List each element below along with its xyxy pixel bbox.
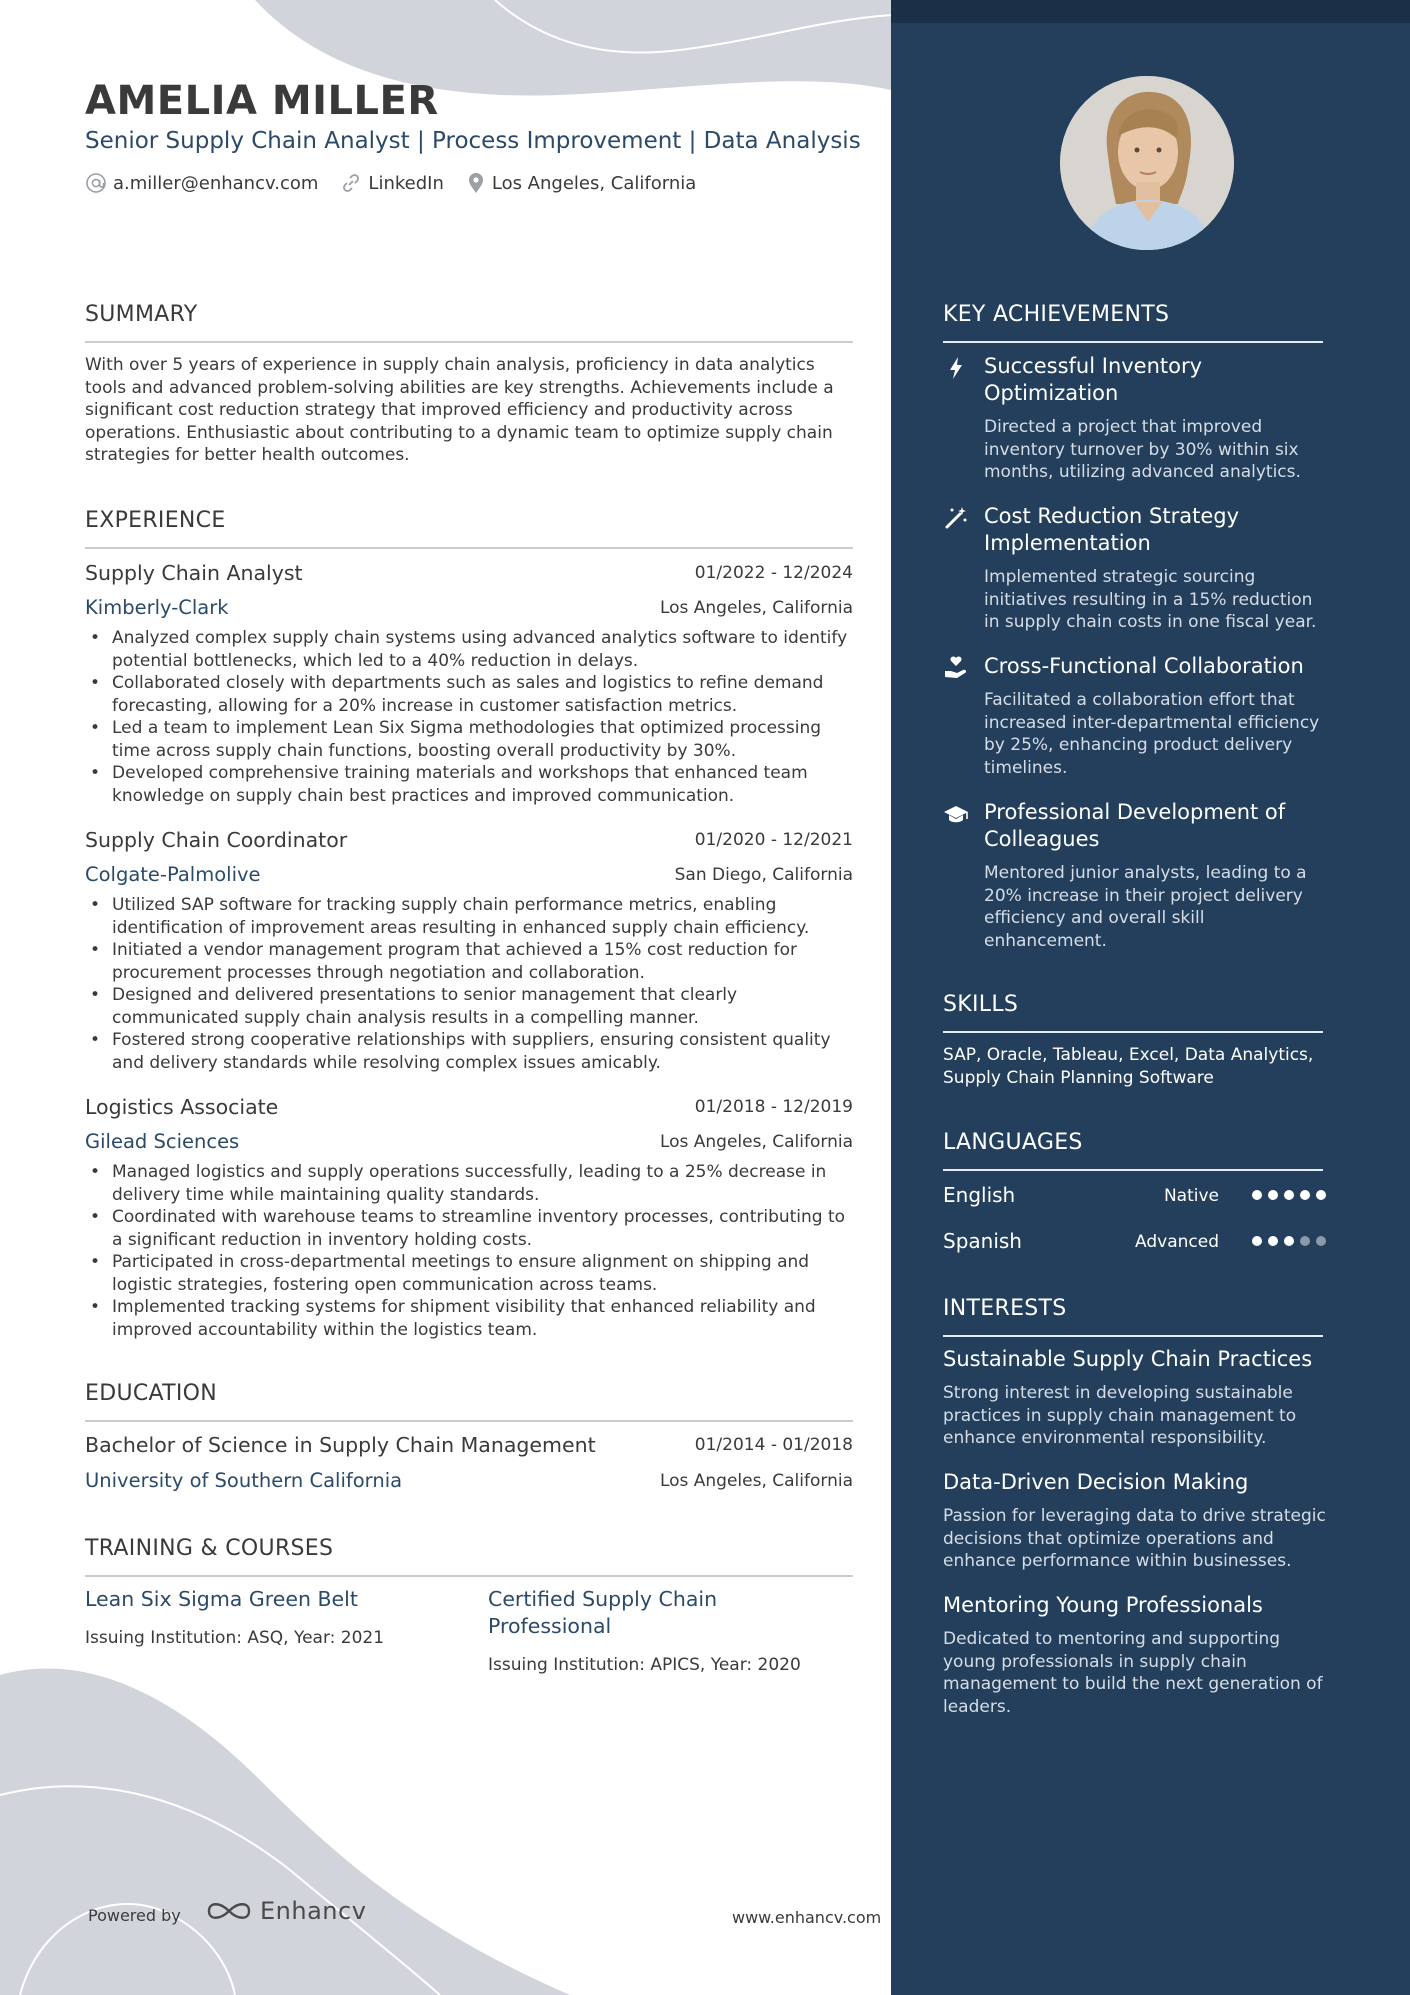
interest-title: Sustainable Supply Chain Practices [943, 1347, 1313, 1371]
course-institution: Issuing Institution: APICS, Year: 2020 [488, 1655, 801, 1675]
job-dates: 01/2022 - 12/2024 [694, 563, 853, 583]
training-title: TRAINING & COURSES [85, 1536, 334, 1561]
education-dates: 01/2014 - 01/2018 [694, 1435, 853, 1455]
job-bullets [112, 894, 857, 1074]
interest-description: Dedicated to mentoring and supporting young professionals in supply chain management to build the next generation of leaders. [943, 1629, 1323, 1717]
education-divider [85, 1420, 853, 1422]
skills-divider [943, 1031, 1323, 1033]
experience-title: EXPERIENCE [85, 508, 226, 533]
job-title: Logistics Associate [85, 1095, 279, 1119]
contact-row [85, 172, 718, 194]
location-text: Los Angeles, California [491, 172, 697, 194]
enhancv-logo[interactable] [206, 1897, 366, 1925]
skills-list: SAP, Oracle, Tableau, Excel, Data Analytics, Supply Chain Planning Software [943, 1045, 1314, 1088]
language-rating [1252, 1190, 1332, 1200]
job-dates: 01/2018 - 12/2019 [694, 1097, 853, 1117]
bullet-item: • Developed comprehensive training materials and workshops that enhanced team knowledge on supply chain best practices and improved communication. [112, 762, 857, 807]
skills-title: SKILLS [943, 992, 1019, 1017]
rating-dot-filled [1316, 1190, 1326, 1200]
language-name: English [943, 1183, 1016, 1207]
linkedin-text: LinkedIn [368, 172, 444, 194]
job-bullets [112, 1161, 857, 1341]
bullet-item: • Participated in cross-departmental meetings to ensure alignment on shipping and logistic strategies, fostering open communication across teams. [112, 1251, 857, 1296]
bullet-item: • Analyzed complex supply chain systems using advanced analytics software to identify potential bottlenecks, which led to a 40% reduction in delays. [112, 627, 857, 672]
language-level: Advanced [1135, 1232, 1219, 1252]
rating-dot-filled [1284, 1236, 1294, 1246]
location-pin-icon [466, 172, 486, 194]
bullet-item: • Managed logistics and supply operations successfully, leading to a 25% decrease in delivery time while maintaining quality standards. [112, 1161, 857, 1206]
sidebar [891, 0, 1410, 1995]
magic-wand-icon [943, 505, 969, 531]
job-dates: 01/2020 - 12/2021 [694, 830, 853, 850]
job-location: Los Angeles, California [659, 598, 853, 618]
achievements-divider [943, 341, 1323, 343]
job-title: Supply Chain Analyst [85, 561, 303, 585]
achievements-title: KEY ACHIEVEMENTS [943, 302, 1170, 327]
location-contact [466, 172, 696, 194]
rating-dot-filled [1284, 1190, 1294, 1200]
summary-text: With over 5 years of experience in supply chain analysis, proficiency in data analytics tools and advanced problem-solving abilities are key strengths. Achievements include a significant cost reduction strategy that improved efficiency and productivity across operations. Enthusiastic about contributing to a dynamic team to optimize supply chain strategies for better health outcomes. [85, 355, 834, 465]
degree: Bachelor of Science in Supply Chain Management [85, 1433, 596, 1457]
summary-title: SUMMARY [85, 302, 198, 327]
bullet-item: • Fostered strong cooperative relationships with suppliers, ensuring consistent quality and delivery standards while resolving complex issues amicably. [112, 1029, 857, 1074]
candidate-name: AMELIA MILLER [85, 78, 439, 124]
bullet-item: • Initiated a vendor management program that achieved a 15% cost reduction for procurement processes through negotiation and collaboration. [112, 939, 857, 984]
company-name: Kimberly-Clark [85, 596, 229, 619]
hand-heart-icon [943, 655, 969, 681]
job-location: San Diego, California [674, 865, 853, 885]
bullet-item: • Led a team to implement Lean Six Sigma methodologies that optimized processing time across supply chain functions, boosting overall productivity by 30%. [112, 717, 857, 762]
rating-dot-filled [1300, 1190, 1310, 1200]
achievement-description: Directed a project that improved inventory turnover by 30% within six months, utilizing advanced analytics. [984, 417, 1301, 482]
education-title: EDUCATION [85, 1381, 218, 1406]
job-bullets [112, 627, 857, 807]
course-title: Lean Six Sigma Green Belt [85, 1587, 358, 1611]
interest-title: Data-Driven Decision Making [943, 1470, 1249, 1494]
languages-divider [943, 1169, 1323, 1171]
enhancv-logo-icon [206, 1898, 252, 1924]
rating-dot-filled [1268, 1236, 1278, 1246]
bullet-item: • Coordinated with warehouse teams to streamline inventory processes, contributing to a significant reduction in inventory holding costs. [112, 1206, 857, 1251]
rating-dot-filled [1268, 1190, 1278, 1200]
rating-dot-filled [1252, 1190, 1262, 1200]
bullet-item: • Utilized SAP software for tracking supply chain performance metrics, enabling identification of improvement areas resulting in enhanced supply chain efficiency. [112, 894, 857, 939]
email-text: a.miller@enhancv.com [113, 172, 319, 194]
job-title: Supply Chain Coordinator [85, 828, 348, 852]
achievement-title: Professional Development of Colleagues [984, 800, 1286, 851]
course-title: Certified Supply Chain Professional [488, 1587, 718, 1638]
achievement-description: Implemented strategic sourcing initiatives resulting in a 15% reduction in supply chain costs in one fiscal year. [984, 567, 1317, 632]
rating-dot-filled [1252, 1236, 1262, 1246]
at-icon [85, 172, 107, 194]
summary-divider [85, 341, 853, 343]
interest-description: Strong interest in developing sustainable practices in supply chain management to enhance environmental responsibility. [943, 1383, 1297, 1448]
sidebar-top-band [891, 0, 1410, 23]
profile-photo [1060, 76, 1234, 250]
achievement-description: Mentored junior analysts, leading to a 20% increase in their project delivery efficiency and overall skill enhancement. [984, 863, 1307, 951]
headline: Senior Supply Chain Analyst | Process Improvement | Data Analysis [85, 128, 861, 154]
bullet-item: • Implemented tracking systems for shipment visibility that enhanced reliability and improved accountability within the logistics team. [112, 1296, 857, 1341]
bullet-item: • Collaborated closely with departments such as sales and logistics to refine demand forecasting, allowing for a 20% increase in customer satisfaction metrics. [112, 672, 857, 717]
rating-dot-empty [1316, 1236, 1326, 1246]
company-name: Gilead Sciences [85, 1130, 240, 1153]
achievement-description: Facilitated a collaboration effort that increased inter-departmental efficiency by 25%, enhancing product delivery timelines. [984, 690, 1320, 778]
interests-divider [943, 1335, 1323, 1337]
powered-by-text: Powered by [88, 1906, 181, 1925]
company-name: Colgate-Palmolive [85, 863, 261, 886]
achievement-title: Cost Reduction Strategy Implementation [984, 504, 1239, 555]
enhancv-brand-text: Enhancv [260, 1897, 367, 1925]
language-level: Native [1163, 1186, 1219, 1206]
link-icon [340, 172, 362, 194]
course-institution: Issuing Institution: ASQ, Year: 2021 [85, 1628, 385, 1648]
training-divider [85, 1575, 853, 1577]
school-name: University of Southern California [85, 1469, 403, 1492]
bullet-item: • Designed and delivered presentations to senior management that clearly communicated supply chain analysis results in a compelling manner. [112, 984, 857, 1029]
language-name: Spanish [943, 1229, 1022, 1253]
language-rating [1252, 1236, 1332, 1246]
email-contact[interactable] [85, 172, 318, 194]
languages-title: LANGUAGES [943, 1130, 1083, 1155]
footer-url[interactable]: www.enhancv.com [732, 1908, 882, 1927]
linkedin-contact[interactable] [340, 172, 443, 194]
education-location: Los Angeles, California [659, 1471, 853, 1491]
job-location: Los Angeles, California [659, 1132, 853, 1152]
achievement-title: Cross-Functional Collaboration [984, 654, 1304, 678]
interests-title: INTERESTS [943, 1296, 1067, 1321]
achievement-title: Successful Inventory Optimization [984, 354, 1203, 405]
interest-title: Mentoring Young Professionals [943, 1593, 1263, 1617]
graduation-cap-icon [943, 801, 969, 827]
experience-divider [85, 547, 853, 549]
portrait-illustration [1060, 76, 1234, 250]
lightning-icon [943, 355, 969, 381]
rating-dot-empty [1300, 1236, 1310, 1246]
interest-description: Passion for leveraging data to drive strategic decisions that optimize operations and enhance performance within businesses. [943, 1506, 1326, 1571]
